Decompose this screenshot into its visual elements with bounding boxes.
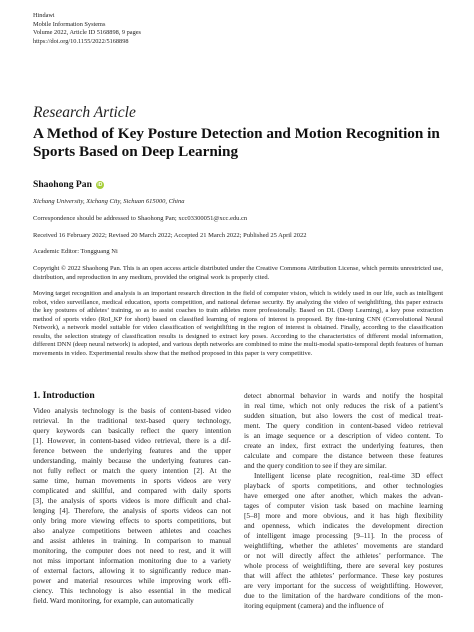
section-title: 1. Introduction <box>33 390 95 401</box>
body-text-line: Video analysis technology is the basis of content-based video <box>33 406 231 415</box>
publication-dates: Received 16 February 2022; Revised 20 March 2022; Accepted 21 March 2022; Published 25 April 2022 <box>33 232 307 239</box>
author-line <box>33 179 104 190</box>
body-text-line: of external factors, allowing it to significantly reduce man- <box>33 566 231 575</box>
body-text-line: Intelligent license plate recognition, real-time 3D effect <box>254 471 443 480</box>
body-text-line: [1]. However, in content-based video retrieval, there is a dif- <box>33 436 231 445</box>
abstract: Moving target recognition and analysis is an important research direction in the field of computer vision, which is widely used in our life, such as intelligent robot, video surveillance, medical education, sports competition, and national defense security. By analyzing the video of weightlifting, this paper extracts the key postures of athletes’ training, so as to assist coaches to train athletes more professionally. Based on DL (Deep Learning), a key pose extraction method of sports video (RoI_KP for short) based on classified learning of regions of interest is proposed. By fine-tuning CNN (Convolutional Neural Network), a network model suitable for video classification of weightlifting in the region of interest is obtained. Finally, according to the classification results, the selection strategy of classification results is designed to extract key poses. According to the characteristics of different modal information, different DNN (deep neural network) is adopted, and various depth networks are combined to mine the multi-modal spatio-temporal depth features of human movements in video. Experimental results show that the method proposed in this paper is very competitive. <box>33 290 443 357</box>
body-text-line: understanding, mainly because the underlying features can- <box>33 456 231 465</box>
body-text-line: create an index, first extract the underlying features, then <box>244 441 443 450</box>
body-text-line: weightlifting, whether the athletes’ movements are standard <box>244 541 443 550</box>
body-text-line: monitoring, the computer does not need to rest, and it will <box>33 546 231 555</box>
body-text-line: of intelligent image processing [9–11]. In the process of <box>244 531 443 540</box>
article-type: Research Article <box>33 104 136 121</box>
body-text-line: also analyze competitions between athletes and coaches <box>33 526 231 535</box>
body-text-line: due to the limitation of the hardware conditions of the mon- <box>244 591 443 600</box>
body-text-line: not miss important information monitoring due to a variety <box>33 556 231 565</box>
left-column <box>33 406 231 606</box>
body-text-line: and assist athletes in training. In comparison to manual <box>33 536 231 545</box>
paper-title: A Method of Key Posture Detection and Motion Recognition in Sports Based on Deep Learning <box>33 125 440 160</box>
body-text-line: and openness, which indicates the development direction <box>244 521 443 530</box>
academic-editor: Academic Editor: Tongguang Ni <box>33 248 118 255</box>
body-text-line: and the query condition to see if they are similar. <box>244 461 387 470</box>
body-text-line: same time, human movements in sports videos are very <box>33 476 231 485</box>
author-name: Shaohong Pan <box>33 179 92 190</box>
correspondence: Correspondence should be addressed to Shaohong Pan; xcc03300051@xcc.edu.cn <box>33 215 248 222</box>
body-text-line: [5–8] more and more obvious, and it has high flexibility <box>244 511 443 520</box>
body-text-line: lenging [4]. Therefore, the analysis of sports videos can not <box>33 506 231 515</box>
right-column <box>244 391 443 611</box>
body-text-line: in real time, which not only reduces the risk of a patient’s <box>244 401 443 410</box>
body-text-line: not fully reflect or match the query intention [2]. At the <box>33 466 231 475</box>
body-text-line: detect abnormal behavior in wards and notify the hospital <box>244 391 443 400</box>
body-text-line: field. Ward monitoring, for example, can automatically <box>33 596 194 605</box>
body-text-line: calculate and compare the distance between these features <box>244 451 443 460</box>
body-text-line: retrieval. In the traditional text-based query technology, <box>33 416 231 425</box>
body-text-line: tages of computer vision task based on machine learning <box>244 501 443 510</box>
body-text-line: ciency. This technology is also essential in the medical <box>33 586 231 595</box>
publisher-name: Hindawi <box>33 12 55 19</box>
body-text-line: or not will directly affect the athletes’ performance. The <box>244 551 443 560</box>
journal-name: Mobile Information Systems <box>33 20 106 28</box>
doi-link[interactable]: https://doi.org/10.1155/2022/5168898 <box>33 37 129 45</box>
body-text-line: query keywords can basically reflect the query intention <box>33 426 231 435</box>
body-text-line: complicated and skillful, and compared with daily sports <box>33 486 231 495</box>
body-text-line: itoring equipment (camera) and the influence of <box>244 601 384 610</box>
body-text-line: [3], the analysis of sports videos is more difficult and chal- <box>33 496 231 505</box>
copyright-notice: Copyright © 2022 Shaohong Pan. This is an open access article distributed under the Creative Commons Attribution License, which permits unrestricted use, distribution, and reproduction in any medium, provided the original work is properly cited. <box>33 265 443 281</box>
orcid-icon[interactable]: iD <box>97 181 103 188</box>
body-text-line: have emerged one after another, which makes the advan- <box>244 491 443 500</box>
body-text-line: ment. The query condition in content-based video retrieval <box>244 421 443 430</box>
body-text-line: power and material resources while improving work effi- <box>33 576 231 585</box>
body-text-line: whole process of weightlifting, there are several key postures <box>244 561 443 570</box>
body-text-line: playback of sports competitions, and other technologies <box>244 481 443 490</box>
body-text-line: only bring more viewing effects to sports competitions, but <box>33 516 231 525</box>
body-text-line: is an image sequence or a description of video content. To <box>244 431 443 440</box>
body-text-line: that will affect the athletes’ performance. These key postures <box>244 571 443 580</box>
body-text-line: are very important for the success of weightlifting. However, <box>244 581 443 590</box>
body-text-line: ference between the underlying features and the upper <box>33 446 231 455</box>
body-text-line: sudden situation, but also lowers the cost of medical treat- <box>244 411 443 420</box>
affiliation: Xichang University, Xichang City, Sichuan 615000, China <box>33 198 185 205</box>
volume-info: Volume 2022, Article ID 5168898, 9 pages <box>33 29 141 36</box>
